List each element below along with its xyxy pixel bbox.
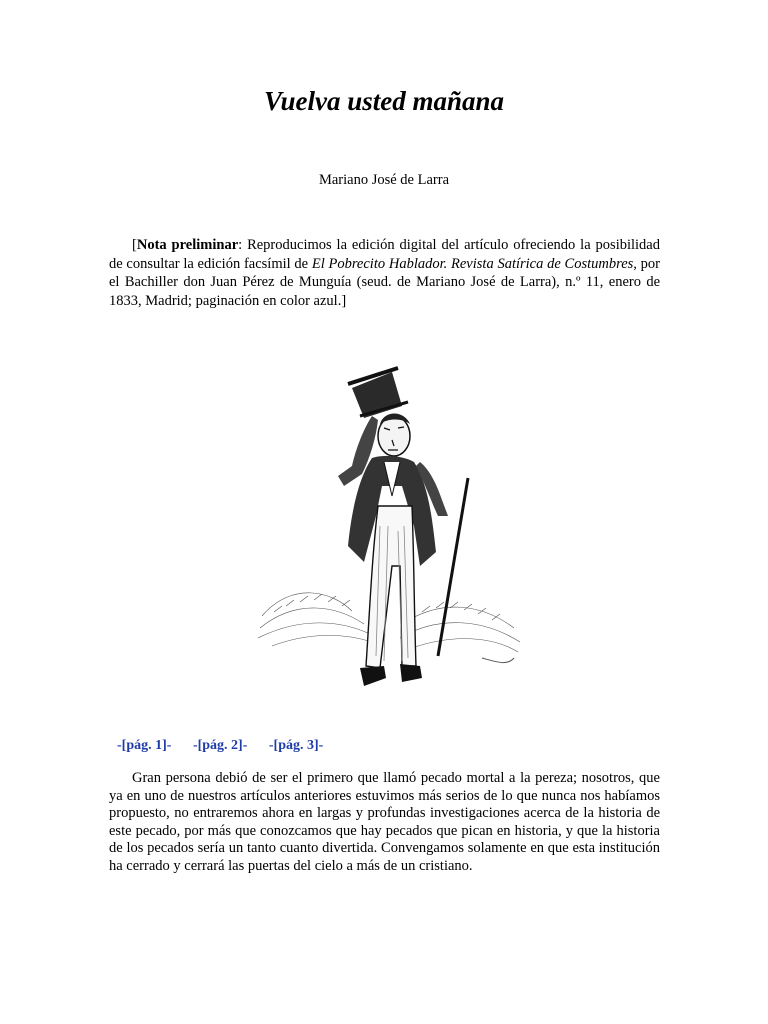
page-link-2[interactable]: -[pág. 2]- <box>192 738 248 753</box>
page-title: Vuelva usted mañana <box>263 86 505 116</box>
preliminary-note <box>109 236 660 310</box>
page-links <box>117 738 341 754</box>
note-open-bracket: [ <box>132 237 137 253</box>
illustration-svg <box>252 366 527 711</box>
gentleman-tipping-hat-illustration <box>252 366 527 711</box>
ground-hatching <box>258 593 520 663</box>
note-text-2: , por el Bachiller don Juan Pérez de Munguía (seud. de Mariano José de Larra), n.º 11, enero de 1833, Madrid; paginación en color azul.] <box>109 255 660 309</box>
note-text-1: : Reproducimos la edición digital del artículo ofreciendo la posibilidad de consultar la edición facsímil de <box>109 237 660 272</box>
author-name: Mariano José de Larra <box>318 172 450 188</box>
page-link-3[interactable]: -[pág. 3]- <box>268 738 324 753</box>
paragraph-1: Gran persona debió de ser el primero que llamó pecado mortal a la pereza; nosotros, que ya en uno de nuestros artículos anteriores estuvimos más serios de lo que nunca nos habíamos propuesto, no entraremos ahora en largas y profundas investigaciones acerca de la historia de este pecado, por más que conozcamos que hay pecados que pican en historia, y que la historia de los pecados sería un tanto cuanto divertida. Convengamos solamente en que esta institución ha cerrado y cerrará las puertas del cielo a más de un cristiano. <box>109 770 660 874</box>
page-link-1[interactable]: -[pág. 1]- <box>117 738 172 753</box>
top-hat-icon <box>348 368 408 418</box>
right-shoe <box>400 664 422 682</box>
head <box>378 414 410 457</box>
note-publication-title: El Pobrecito Hablador. Revista Satírica de Costumbres <box>311 255 634 272</box>
left-shoe <box>360 666 386 686</box>
note-label: Nota preliminar <box>136 237 239 253</box>
trousers <box>366 506 416 668</box>
